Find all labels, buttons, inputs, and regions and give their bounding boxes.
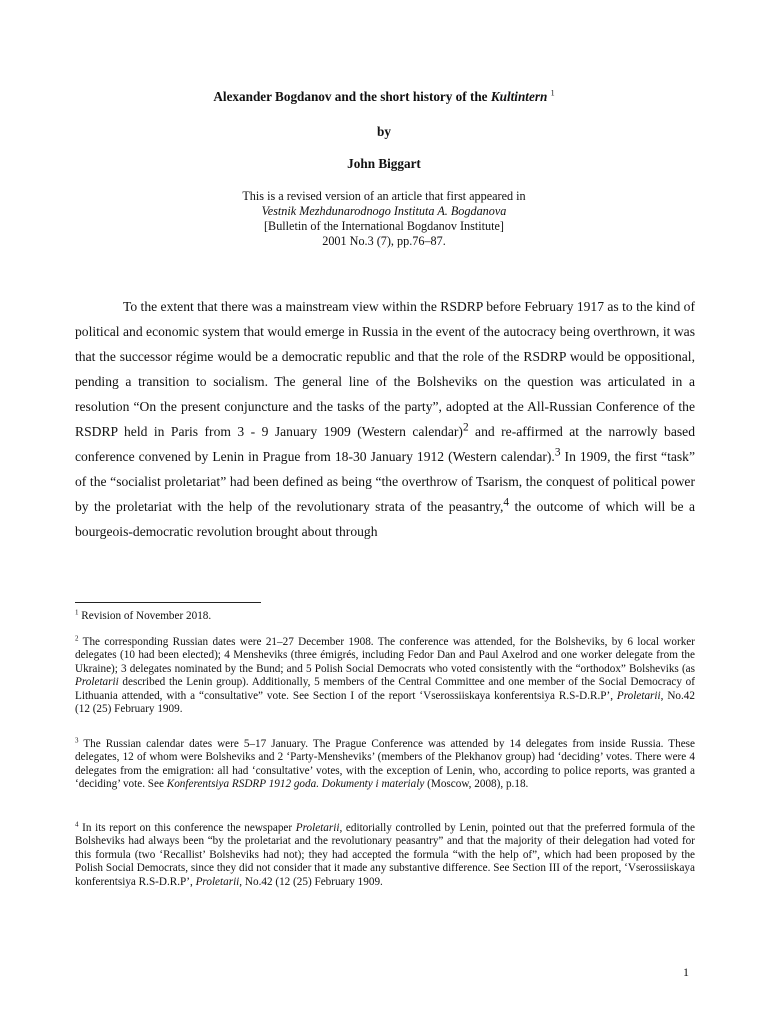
footnote-text: editorially controlled by Lenin, pointed out that the preferred formula of the Bolsheviks had always been “by the proletariat and the revolutionary peasantry” and that the majority of their delegation had voted for this formula (two ‘Recallist’ Bolsheviks had not); they had accepted the formula “with the help of”, which had been proposed by the Polish Social Democrats, since they did not consider that it made any substantive difference. See Section III of the report, ‘Vserossiiskaya konferentsiya R.S-D.R.P’, [75,822,695,888]
article-title [0,89,768,105]
body-text-run: and re-affirmed at the narrowly based conference convened by Lenin in Prague from 18-30 January 1912 (Western calendar). [75,424,695,464]
body-text-run: In 1909, the first “task” of the “socialist proletariat” had been defined as being “the overthrow of Tsarism, the conquest of political power by the proletariat with the help of the revolutionary strata of the peasantry, [75,449,695,514]
footnote-number: 4 [75,820,79,829]
title-footnote-ref[interactable]: 1 [550,88,555,98]
footnote-ref-2[interactable]: 2 [462,421,469,434]
footnote-text: In its report on this conference the newspaper [78,822,296,834]
footnote-number: 3 [75,736,79,745]
author-name: John Biggart [347,156,421,171]
footnote-text: The Russian calendar dates were 5–17 January. The Prague Conference was attended by 14 delegates from inside Russia. These delegates, 12 of whom were Bolsheviks and 2 ‘Party-Mensheviks’ (members of the Plekhanov group) had ‘deciding’ votes. There were 4 delegates from the emigration: all had ‘consultative’ votes, with the exception of Lenin, who, according to police reports, was granted a ‘deciding’ vote. See [75,738,695,791]
footnote-2 [75,636,695,716]
by-line: by [377,124,391,139]
title-italic: Kultintern [490,89,548,104]
footnote-number: 1 [75,608,79,617]
footnote-separator [75,602,261,603]
footnote-italic: Proletarii [195,875,240,888]
footnote-text: , No.42 (12 (25) February 1909. [239,875,383,888]
footnote-italic: Proletarii [616,689,661,702]
footnote-ref-4[interactable]: 4 [503,496,510,509]
revision-note [0,189,768,249]
revision-note-line1: This is a revised version of an article that first appeared in [242,189,526,203]
footnote-ref-3[interactable]: 3 [554,446,561,459]
footnote-text: , No.42 (12 (25) February 1909. [75,689,695,716]
footnote-text: Revision of November 2018. [78,610,212,622]
journal-translation: [Bulletin of the International Bogdanov Institute] [264,219,504,233]
footnote-italic: Konferentsiya RSDRP 1912 goda. Dokumenty i materialy [166,778,425,791]
body-text [75,294,695,544]
journal-title: Vestnik Mezhdunarodnogo Instituta A. Bogdanova [261,204,507,218]
footnote-italic: Proletarii, [295,822,343,834]
journal-issue: 2001 No.3 (7), pp.76–87. [322,234,446,248]
footnote-text: (Moscow, 2008), p.18. [424,778,529,791]
footnote-text: described the Lenin group). Additionally, 5 members of the Central Committee and one member of the Social Democracy of Lithuania attended, with a “consultative” vote. See Section I of the report ‘Vserossiiskaya konferentsiya R.S-D.R.P’, [75,676,695,702]
footnote-4 [75,822,695,889]
footnote-italic: Proletarii [75,676,119,689]
page-number: 1 [683,965,689,979]
footnote-3 [75,738,695,792]
body-text-run: To the extent that there was a mainstream view within the RSDRP before February 1917 as to the kind of political and economic system that would emerge in Russia in the event of the autocracy being overthrown, it was that the successor régime would be a democratic republic and that the role of the RSDRP would be oppositional, pending a transition to socialism. The general line of the Bolsheviks on the question was articulated in a resolution “On the present conjuncture and the tasks of the party”, adopted at the All-Russian Conference of the RSDRP held in Paris from 3 - 9 January 1909 (Western calendar) [75,299,695,439]
footnote-number: 2 [75,634,79,643]
body-paragraph [75,294,695,544]
footnote-1 [75,610,695,623]
title-text: Alexander Bogdanov and the short history of the [213,89,491,104]
footnote-text: The corresponding Russian dates were 21–27 December 1908. The conference was attended, for the Bolsheviks, by 6 local worker delegates (10 had been elected); 4 Mensheviks (three émigrés, including Fedor Dan and Paul Axelrod and one worker delegate from the Ukraine); 3 delegates nominated by the Bund; and 5 Polish Social Democrats who voted consistently with the “orthodox” Bolsheviks (as [75,636,695,675]
body-text-run: the outcome of which will be a bourgeois-democratic revolution brought about through [75,499,695,539]
